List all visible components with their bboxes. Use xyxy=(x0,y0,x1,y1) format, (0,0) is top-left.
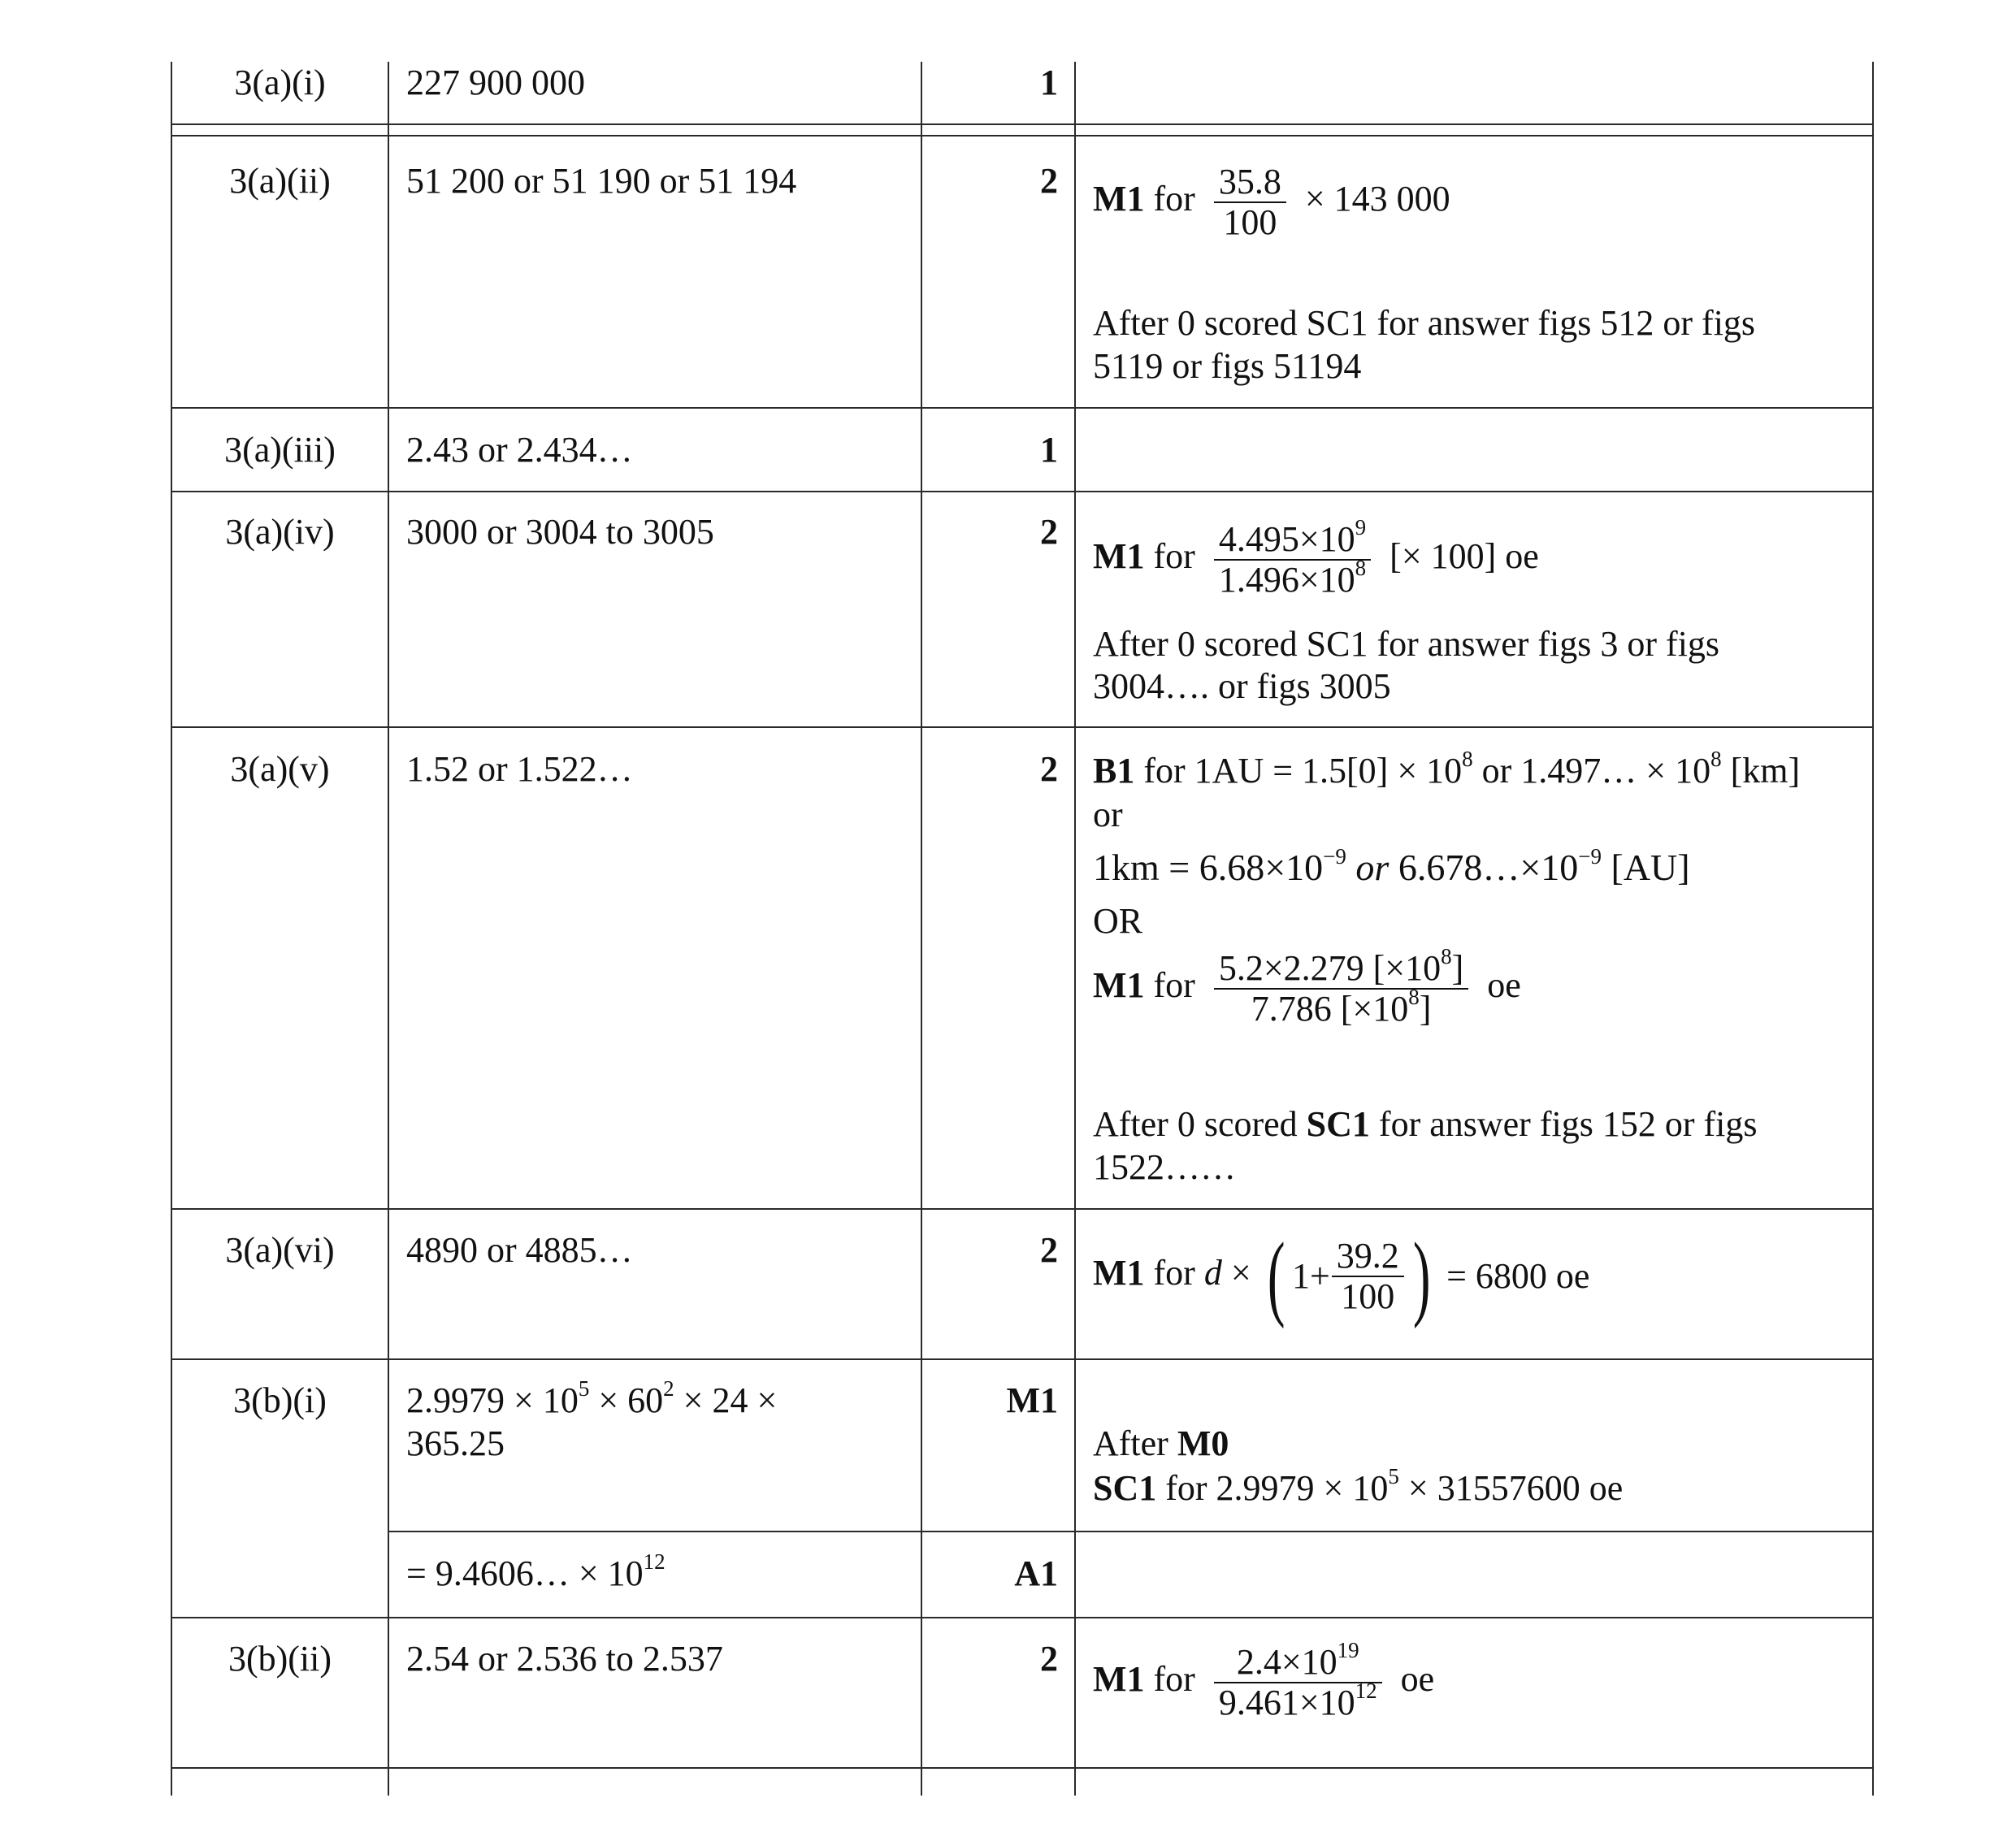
fraction-numerator xyxy=(1214,515,1371,561)
row-separator-partial xyxy=(388,1531,1874,1532)
question-number: 3(b)(ii) xyxy=(228,1639,332,1679)
mark-code: M1 xyxy=(1093,1659,1145,1700)
question-number: 3(a)(vi) xyxy=(225,1230,335,1270)
guidance-cell xyxy=(1093,162,1450,242)
exponent: 2 xyxy=(663,1376,674,1401)
answer-text: 2.9979 × 10 xyxy=(406,1380,579,1420)
guidance-note xyxy=(1093,1464,1624,1510)
row-separator xyxy=(171,491,1874,492)
answer-cell: 2.43 or 2.434… xyxy=(406,430,633,470)
guidance-text: 6.678…×10 xyxy=(1398,847,1579,888)
answer-cell xyxy=(406,1376,778,1423)
fraction-numerator xyxy=(1214,1638,1382,1683)
question-number: 3(a)(iv) xyxy=(225,512,335,552)
fraction-numerator: 35.8 xyxy=(1214,162,1286,203)
exponent: 8 xyxy=(1462,747,1473,771)
variable-d: d xyxy=(1203,1253,1222,1293)
table-border-left xyxy=(171,62,172,1796)
guidance-text: for 1AU = 1.5[0] × 10 xyxy=(1143,751,1463,791)
guidance-text: for xyxy=(1153,179,1195,219)
exponent: 12 xyxy=(643,1549,665,1574)
denominator-base: 9.461×10 xyxy=(1218,1683,1355,1722)
answer-text: × 60 xyxy=(589,1380,664,1420)
row-separator xyxy=(171,407,1874,409)
guidance-text: for answer figs 152 or figs xyxy=(1369,1104,1758,1144)
guidance-note: After 0 scored SC1 for answer figs 512 or figs xyxy=(1093,303,1756,343)
fraction-denominator xyxy=(1214,556,1371,600)
denominator-part: 7.786 [×10 xyxy=(1251,989,1409,1029)
answer-cell xyxy=(406,1549,665,1596)
fraction xyxy=(1214,515,1371,600)
table-border-right xyxy=(1872,62,1874,1796)
question-number: 3(a)(v) xyxy=(230,749,330,789)
guidance-text: After xyxy=(1093,1423,1177,1463)
guidance-text: or xyxy=(1346,847,1398,888)
guidance-cell xyxy=(1093,1638,1435,1722)
table-column-divider-1 xyxy=(388,62,389,1796)
mark-code: M1 xyxy=(1093,179,1145,219)
guidance-text: × 143 000 xyxy=(1304,179,1450,219)
marks-cell: 2 xyxy=(1040,1230,1058,1270)
mark-code: M1 xyxy=(1093,536,1145,577)
mark-code: M1 xyxy=(1093,1253,1145,1293)
guidance-text: = 6800 oe xyxy=(1446,1256,1590,1296)
answer-cell: 2.54 or 2.536 to 2.537 xyxy=(406,1639,723,1679)
guidance-cell xyxy=(1093,1223,1590,1329)
guidance-note xyxy=(1093,1103,1758,1146)
fraction-denominator: 100 xyxy=(1341,1276,1395,1316)
exponent: 5 xyxy=(578,1376,590,1401)
mark-code: SC1 xyxy=(1306,1104,1370,1144)
guidance-text: After 0 scored xyxy=(1093,1104,1307,1144)
exponent: 8 xyxy=(1441,944,1452,968)
fraction-numerator: 39.2 xyxy=(1332,1237,1404,1277)
row-separator xyxy=(171,1208,1874,1210)
row-separator xyxy=(171,1767,1874,1769)
denominator-base: 1.496×10 xyxy=(1218,560,1355,600)
answer-cell: 3000 or 3004 to 3005 xyxy=(406,512,714,552)
numerator-base: 2.4×10 xyxy=(1236,1642,1337,1682)
row-separator xyxy=(171,726,1874,728)
exponent: 8 xyxy=(1408,985,1420,1009)
answer-cell: 227 900 000 xyxy=(406,63,585,102)
numerator-base: 4.495×10 xyxy=(1218,519,1355,559)
fraction xyxy=(1332,1237,1404,1316)
numerator-exponent: 9 xyxy=(1355,515,1367,539)
guidance-text: for 2.9979 × 10 xyxy=(1156,1468,1389,1508)
fraction xyxy=(1214,1638,1382,1722)
answer-text: 365.25 xyxy=(406,1423,505,1463)
guidance-text: for xyxy=(1153,1659,1195,1700)
right-paren-icon: ) xyxy=(1412,1223,1431,1329)
guidance-note: 3004…. or figs 3005 xyxy=(1093,666,1391,706)
question-number: 3(a)(ii) xyxy=(229,161,331,201)
exponent: 12 xyxy=(1355,1679,1377,1703)
exponent: −9 xyxy=(1578,844,1602,869)
fraction xyxy=(1214,162,1286,242)
row-separator xyxy=(171,1358,1874,1360)
marks-cell: 2 xyxy=(1040,512,1058,552)
fraction-denominator: 100 xyxy=(1223,202,1277,242)
row-separator-double-bottom xyxy=(171,135,1874,136)
guidance-text: or xyxy=(1093,795,1123,834)
guidance-note: 1522…… xyxy=(1093,1147,1236,1187)
guidance-km-line xyxy=(1093,846,1690,890)
answer-text: = 9.4606… × 10 xyxy=(406,1553,644,1593)
guidance-text: or 1.497… × 10 xyxy=(1472,751,1711,791)
row-separator-double-top xyxy=(171,123,1874,125)
exponent: 5 xyxy=(1388,1464,1399,1488)
guidance-text: [AU] xyxy=(1602,847,1690,888)
answer-cell: 51 200 or 51 190 or 51 194 xyxy=(406,161,797,201)
denominator-exponent: 8 xyxy=(1355,556,1367,580)
row-separator xyxy=(171,1617,1874,1618)
mark-code: SC1 xyxy=(1093,1468,1157,1508)
guidance-text: 1+ xyxy=(1291,1256,1330,1296)
question-number: 3(b)(i) xyxy=(233,1380,327,1420)
guidance-text: [km] xyxy=(1721,751,1801,791)
guidance-text: oe xyxy=(1400,1659,1435,1700)
question-number: 3(a)(i) xyxy=(234,63,326,102)
guidance-text: × xyxy=(1230,1253,1251,1293)
table-column-divider-3 xyxy=(1074,62,1076,1796)
marks-cell: 1 xyxy=(1040,63,1058,102)
guidance-cell xyxy=(1093,515,1539,600)
guidance-text: for xyxy=(1153,536,1195,577)
guidance-note: 5119 or figs 51194 xyxy=(1093,346,1362,386)
fraction-denominator xyxy=(1214,1679,1382,1722)
question-number: 3(a)(iii) xyxy=(224,430,336,470)
fraction-numerator xyxy=(1214,944,1468,990)
guidance-text: [× 100] oe xyxy=(1390,536,1539,577)
marks-cell: 2 xyxy=(1040,749,1058,789)
guidance-text: oe xyxy=(1487,965,1521,1006)
mark-code: M0 xyxy=(1177,1423,1229,1463)
fraction xyxy=(1214,944,1468,1029)
mark-code: B1 xyxy=(1093,751,1135,791)
guidance-note xyxy=(1093,1422,1229,1466)
marks-cell: A1 xyxy=(1014,1553,1058,1593)
guidance-m1-line xyxy=(1093,944,1521,1029)
guidance-text: OR xyxy=(1093,901,1143,941)
exponent: 8 xyxy=(1710,747,1722,771)
table-column-divider-2 xyxy=(921,62,922,1796)
marks-cell: 1 xyxy=(1040,430,1058,470)
answer-cell: 1.52 or 1.522… xyxy=(406,749,633,789)
exponent: −9 xyxy=(1323,844,1346,869)
exponent: 19 xyxy=(1337,1638,1359,1662)
marks-cell: M1 xyxy=(1006,1380,1058,1420)
guidance-text: for xyxy=(1153,1253,1195,1293)
fraction-denominator xyxy=(1214,985,1468,1029)
guidance-text: 1km = 6.68×10 xyxy=(1093,847,1324,888)
answer-text: × 24 × xyxy=(674,1380,778,1420)
numerator-part: ] xyxy=(1451,948,1464,988)
guidance-text: for xyxy=(1153,965,1195,1006)
left-paren-icon: ( xyxy=(1267,1223,1285,1329)
marks-cell: 2 xyxy=(1040,1639,1058,1679)
mark-code: M1 xyxy=(1093,965,1145,1006)
denominator-part: ] xyxy=(1419,989,1432,1029)
answer-cell: 4890 or 4885… xyxy=(406,1230,633,1270)
guidance-note: After 0 scored SC1 for answer figs 3 or figs xyxy=(1093,624,1720,664)
guidance-b1-line xyxy=(1093,749,1800,793)
guidance-text: × 31557600 oe xyxy=(1398,1468,1624,1508)
marks-cell: 2 xyxy=(1040,161,1058,201)
numerator-part: 5.2×2.279 [×10 xyxy=(1218,948,1442,988)
